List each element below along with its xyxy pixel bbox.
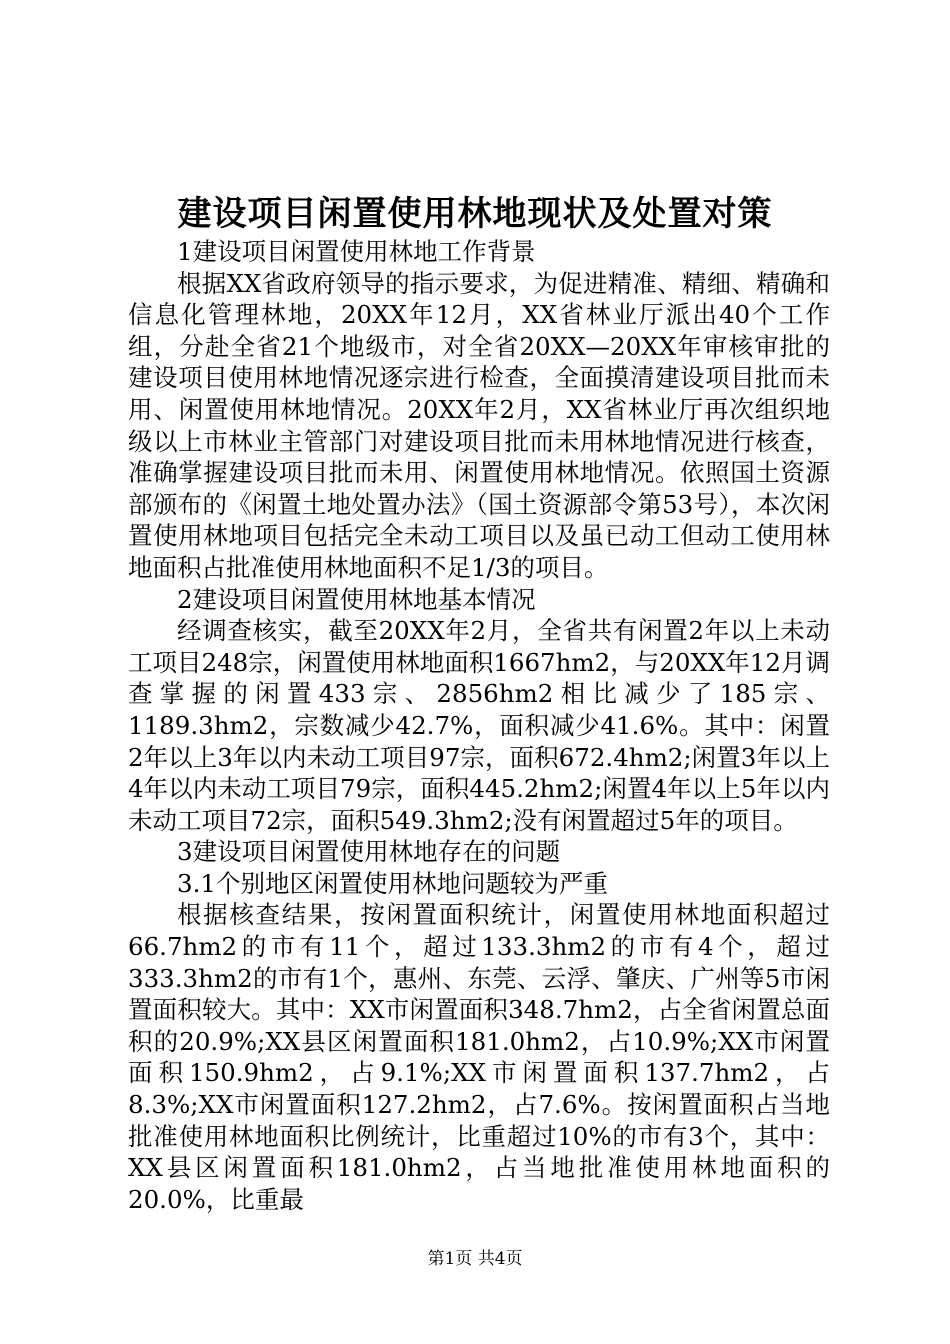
body-paragraph: 根据核查结果，按闲置面积统计，闲置使用林地面积超过66.7hm2的市有11个，超过133.3hm2的市有4个，超过333.3hm2的市有1个，惠州、东莞、云浮、肇庆、广州等5市闲置面积较大。其中：XX市闲置面积348.7hm2，占全省闲置总面积的20.9%;XX县区闲置面积181.0hm2，占10.9%;XX市闲置面积150.9hm2，占9.1%;XX市闲置面积137.7hm2，占8.3%;XX市闲置面积127.2hm2，占7.6%。按闲置面积占当地批准使用林地面积比例统计，比重超过10%的市有3个，其中：XX县区闲置面积181.0hm2，占当地批准使用林地面积的20.0%，比重最	[128, 900, 830, 1214]
document-body	[128, 236, 830, 1215]
subsection-heading: 3.1个别地区闲置使用林地问题较为严重	[177, 868, 608, 898]
section-heading: 1建设项目闲置使用林地工作背景	[177, 237, 536, 266]
section-heading: 3建设项目闲置使用林地存在的问题	[177, 837, 561, 867]
document-title: 建设项目闲置使用林地现状及处置对策	[177, 194, 773, 234]
section-heading: 2建设项目闲置使用林地基本情况	[177, 584, 536, 614]
body-paragraph: 根据XX省政府领导的指示要求，为促进精准、精细、精确和信息化管理林地，20XX年12月，XX省林业厅派出40个工作组，分赴全省21个地级市，对全省20XX—20XX年审核审批的建设项目使用林地情况逐宗进行检查，全面摸清建设项目批而未用、闲置使用林地情况。20XX年2月，XX省林业厅再次组织地级以上市林业主管部门对建设项目批而未用林地情况进行核查，准确掌握建设项目批而未用、闲置使用林地情况。依照国土资源部颁布的《闲置土地处置办法》（国土资源部令第53号），本次闲置使用林地项目包括完全未动工项目以及虽已动工但动工使用林地面积占批准使用林地面积不足1/3的项目。	[128, 268, 830, 582]
body-paragraph: 经调查核实，截至20XX年2月，全省共有闲置2年以上未动工项目248宗，闲置使用林地面积1667hm2，与20XX年12月调查掌握的闲置433宗、2856hm2相比减少了185宗、1189.3hm2，宗数减少42.7%，面积减少41.6%。其中：闲置2年以上3年以内未动工项目97宗，面积672.4hm2;闲置3年以上4年以内未动工项目79宗，面积445.2hm2;闲置4年以上5年以内未动工项目72宗，面积549.3hm2;没有闲置超过5年的项目。	[128, 616, 830, 835]
page-footer: 第1页 共4页	[427, 1249, 523, 1269]
